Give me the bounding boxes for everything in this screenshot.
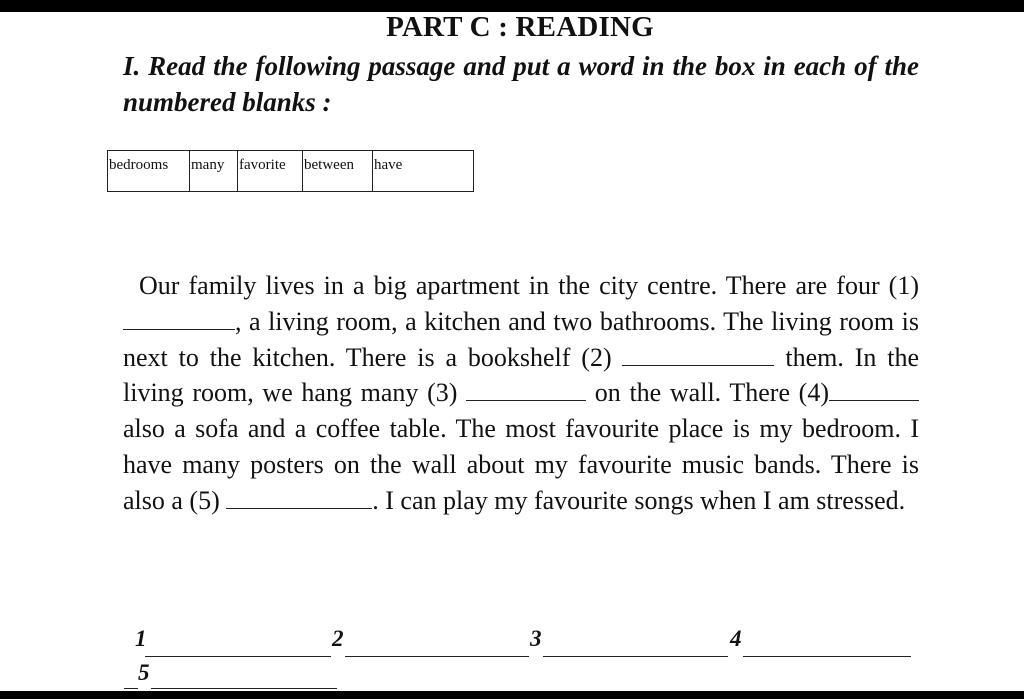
word-box-word: have: [374, 157, 403, 173]
word-box-word: favorite: [239, 157, 286, 173]
blank-2[interactable]: [622, 345, 774, 366]
answer-number-2: 2: [332, 626, 344, 651]
reading-passage: [123, 268, 919, 519]
instruction-text: I. Read the following passage and put a word in the box in each of the numbered blanks :: [123, 51, 919, 117]
passage-segment: also a sofa and a coffee table. The most favourite place is my bedroom. I have many posters on the wall about my favourite music bands. There is also a (5): [123, 414, 919, 515]
word-box-cell: [190, 151, 238, 192]
answer-line-3[interactable]: [543, 656, 728, 657]
passage-segment: . I can play my favourite songs when I am stressed.: [372, 485, 906, 515]
part-title: PART C : READING: [386, 11, 654, 43]
answer-line-5[interactable]: [151, 688, 337, 689]
word-box-cell: [303, 151, 373, 192]
blank-3[interactable]: [466, 380, 586, 401]
answer-number-1: 1: [135, 626, 147, 651]
word-box-word: between: [304, 157, 354, 173]
word-box-cell: [108, 151, 190, 192]
passage-segment: them. In the living room, we hang many (3): [123, 342, 919, 408]
answer-line-2[interactable]: [345, 656, 529, 657]
word-box-word: bedrooms: [109, 157, 169, 173]
passage-segment: , a living room, a kitchen and two bathrooms. The living room is next to the kitchen. There is a bookshelf (2): [123, 306, 919, 372]
passage-segment: Our family lives in a big apartment in the city centre. There are four (1): [139, 271, 919, 300]
answer-line-5-lead: [124, 688, 138, 689]
answer-number-3: 3: [530, 626, 542, 651]
word-box-cell: [238, 151, 303, 192]
answer-number-4: 4: [730, 626, 742, 651]
bottom-border-bar: [0, 691, 1024, 699]
word-box: [107, 150, 474, 192]
passage-segment: on the wall. There (4): [586, 378, 829, 408]
word-box-cell: [373, 151, 474, 192]
answer-line-1[interactable]: [145, 656, 331, 657]
answer-line-4[interactable]: [743, 656, 911, 657]
blank-5[interactable]: [226, 488, 372, 509]
word-box-word: many: [191, 157, 225, 173]
blank-4[interactable]: [829, 380, 919, 401]
answer-number-5: 5: [138, 660, 150, 685]
blank-1[interactable]: [123, 309, 235, 330]
